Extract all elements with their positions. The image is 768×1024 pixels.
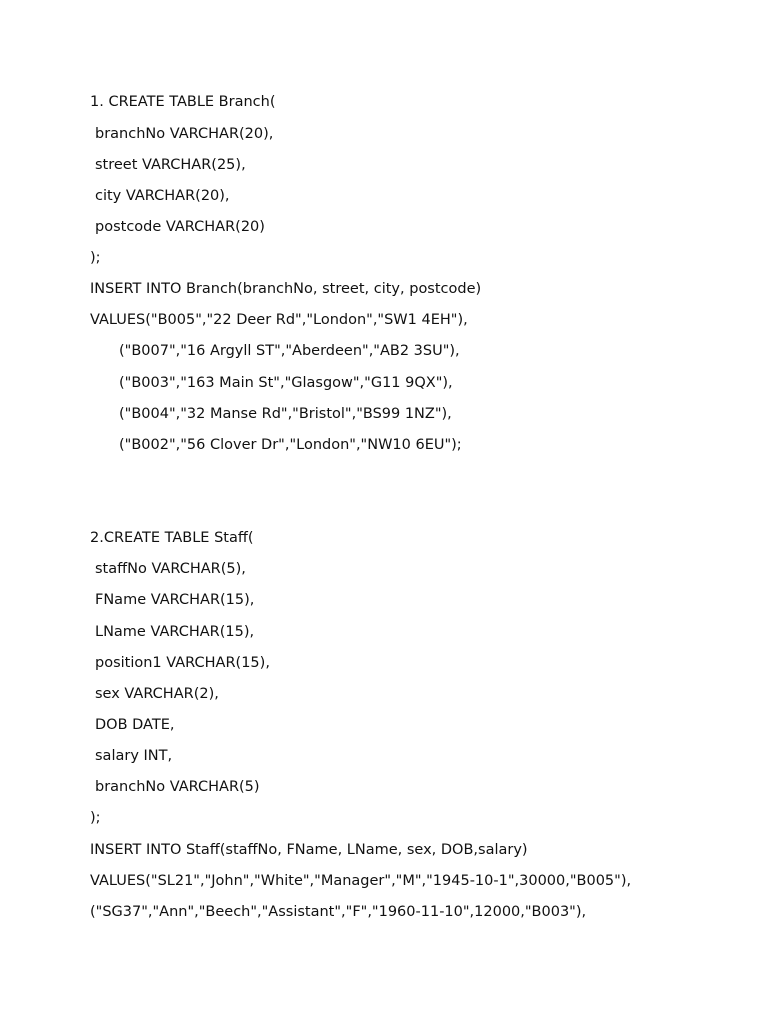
staff-create-statement: 2.CREATE TABLE Staff( bbox=[90, 530, 254, 546]
branch-create-statement: 1. CREATE TABLE Branch( bbox=[90, 94, 276, 110]
branch-insert-statement: INSERT INTO Branch(branchNo, street, city, postcode) bbox=[90, 281, 482, 297]
branch-column-branchno: branchNo VARCHAR(20), bbox=[95, 126, 274, 142]
staff-column-position1: position1 VARCHAR(15), bbox=[95, 655, 270, 671]
staff-create-close: ); bbox=[90, 810, 101, 826]
branch-values-line: ("B007","16 Argyll ST","Aberdeen","AB2 3SU"), bbox=[119, 343, 460, 359]
staff-values-line: ("SG37","Ann","Beech","Assistant","F","1960-11-10",12000,"B003"), bbox=[90, 904, 587, 920]
staff-values-line: VALUES("SL21","John","White","Manager","M","1945-10-1",30000,"B005"), bbox=[90, 873, 632, 889]
staff-insert-statement: INSERT INTO Staff(staffNo, FName, LName, sex, DOB,salary) bbox=[90, 842, 528, 858]
staff-column-branchno: branchNo VARCHAR(5) bbox=[95, 779, 260, 795]
staff-column-salary: salary INT, bbox=[95, 748, 173, 764]
branch-values-line: ("B002","56 Clover Dr","London","NW10 6EU"); bbox=[119, 437, 462, 453]
branch-column-city: city VARCHAR(20), bbox=[95, 188, 230, 204]
branch-column-postcode: postcode VARCHAR(20) bbox=[95, 219, 265, 235]
branch-values-line: VALUES("B005","22 Deer Rd","London","SW1 4EH"), bbox=[90, 312, 468, 328]
branch-values-line: ("B003","163 Main St","Glasgow","G11 9QX"), bbox=[119, 375, 453, 391]
staff-column-sex: sex VARCHAR(2), bbox=[95, 686, 219, 702]
staff-column-dob: DOB DATE, bbox=[95, 717, 175, 733]
branch-values-line: ("B004","32 Manse Rd","Bristol","BS99 1NZ"), bbox=[119, 406, 452, 422]
staff-column-fname: FName VARCHAR(15), bbox=[95, 592, 255, 608]
branch-column-street: street VARCHAR(25), bbox=[95, 157, 246, 173]
branch-create-close: ); bbox=[90, 250, 101, 266]
staff-column-lname: LName VARCHAR(15), bbox=[95, 624, 255, 640]
staff-column-staffno: staffNo VARCHAR(5), bbox=[95, 561, 246, 577]
